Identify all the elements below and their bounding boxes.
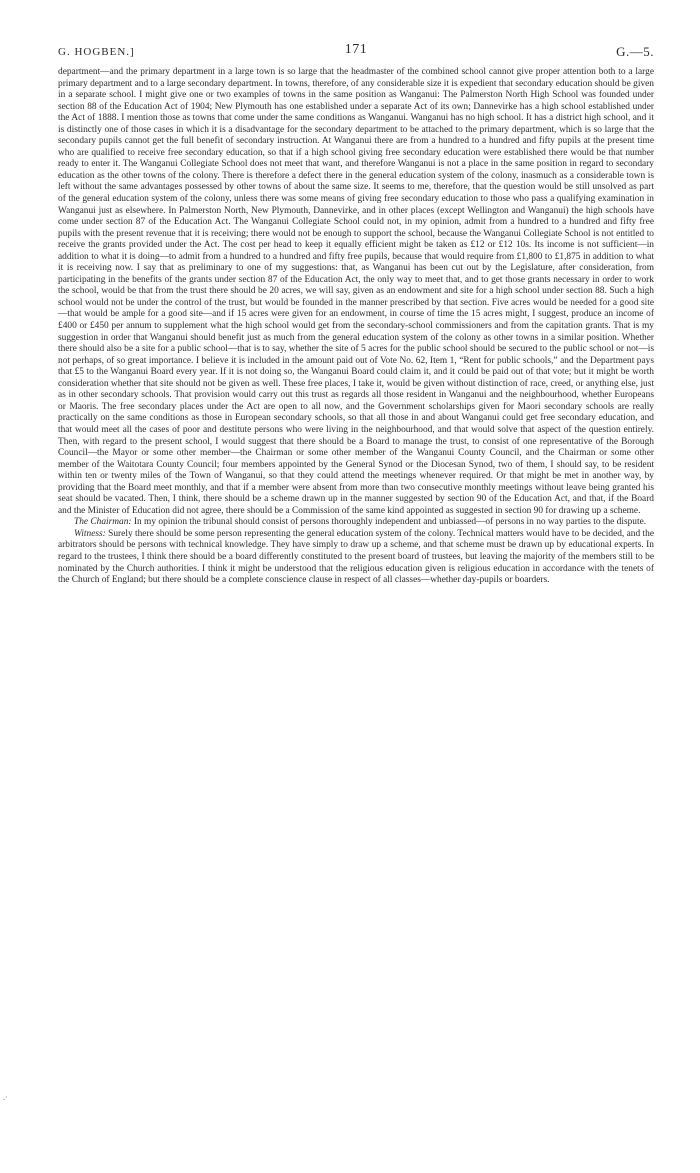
paragraph-chairman (58, 517, 654, 529)
document-page (58, 42, 654, 587)
paragraph-text: Surely there should be some person representing the general education system of the colony. Technical matters would have to be decided, and the arbitrators should be persons with technical knowledge. They have simply to draw up a scheme, and that scheme must be drawn up by educational experts. In regard to the trustees, I think there should be a board differently constituted to the present board of trustees, but leaving the majority of the members still to be nominated by the Church authorities. I think it might be understood that the religious education given is religious education in accordance with the tenets of the Church of England; but there should be a complete conscience clause in respect of all classes—whether day-pupils or boarders. (58, 528, 655, 586)
speaker-label: Witness: (74, 528, 106, 539)
document-reference: G.—5. (616, 44, 654, 59)
page-number: 171 (344, 42, 368, 57)
page-header (58, 42, 654, 64)
scan-speck: .· (3, 1093, 8, 1102)
paragraph-testimony (58, 67, 654, 517)
document-body (58, 67, 654, 587)
paragraph-witness (58, 529, 654, 587)
speaker-label: The Chairman: (74, 517, 132, 528)
header-author: G. HOGBEN.] (58, 46, 135, 58)
paragraph-text: department—and the primary department in a large town is so large that the headmaster of the combined school cannot give proper attention both to a large primary department and to a large secondary department. In towns, therefore, of any considerable size it is expedient that secondary education should be given in a separate school. I might give one or two examples of towns in the same position as Wanganui: The Palmerston North High School was founded under section 88 of the Education Act of 1904; New Plymouth has one established under a separate Act of its own; Dannevirke has a high school established under the Act of 1888. I mention those as towns that come under the same conditions as Wanganui. Wanganui has no high school. It has a district high school, and it is distinctly one of those cases in which it is a disadvantage for the secondary department to be attached to the primary department, which is so large that the secondary pupils cannot get the full benefit of secondary instruction. At Wanganui there are from a hundred to a hundred and fifty pupils at the present time who are qualified to receive free secondary education, so that if a high school giving free secondary education were established there would be that number ready to enter it. The Wanganui Collegiate School does not meet that want, and therefore Wanganui is not a place in the same position in regard to secondary education as the other towns of the colony. There is therefore a defect there in the general education system of the colony, inasmuch as a considerable town is left without the same advantages possessed by other towns of about the same size. It seems to me, therefore, that the question would be still unsolved as part of the general education system of the colony, unless there was some means of giving free secondary education to those who pass a qualifying examination in Wanganui just as elsewhere. In Palmerston North, New Plymouth, Dannevirke, and in other places (except Wellington and Wanganui) the high schools have come under section 87 of the Education Act. The Wanganui Collegiate School could not, in my opinion, admit from a hundred to a hundred and fifty free pupils with the present revenue that it is receiving; there would not be enough to support the school, because the Wanganui Collegiate School is not entitled to receive the grants provided under the Act. The cost per head to keep it equally efficient might be taken as £12 or £12 10s. Its income is not sufficient—in addition to what it is doing—to admit from a hundred to a hundred and fifty free pupils, because that would require from £1,800 to £1,875 in addition to what it is receiving now. I say that as preliminary to one of my suggestions: that, as Wanganui has been cut out by the Legislature, after consideration, from participating in the benefits of the grants under section 87 of the Education Act, the only way to meet that, and to get those grants necessary in order to work the school, would be that from the trust there should be 20 acres, we will say, given as an endowment and site for a high school under section 88. Such a high school would not be under the control of the trust, but would be founded in the manner prescribed by that section. Five acres would be needed for a good site—that would be ample for a good site—and if 15 acres were given for an endowment, in course of time the 15 acres might, I suggest, produce an income of £400 or £450 per annum to supplement what the high school would get from the secondary-school commissioners and from the capitation grants. That is my suggestion in order that Wanganui should benefit just as much from the general education system of the colony as other towns in a similar position. Whether there should also be a site for a public school—that is to say, whether the site of 5 acres for the public school should be secured to the public school or not—is not perhaps, of so great importance. I believe it is included in the amount paid out of Vote No. 62, Item 1, “Rent for public schools,” and the Department pays that £5 to the Wanganui Board every year. If it is not doing so, the Wanganui Board could claim it, and it could be paid out of that vote; but it might be worth consideration whether that site should not be given as well. These free places, I take it, would be given without distinction of race, creed, or anything else, just as in other secondary schools. That provision would carry out this trust as regards all those resident in Wanganui and the neighbourhood, whether Europeans or Maoris. The free secondary places under the Act are open to all now, and the Government scholarships given for Maori secondary schools are really practically on the same conditions as those in European secondary schools, so that all those in and about Wanganui could get free secondary education, and that would meet all the cases of poor and destitute persons who were living in the neighbourhood, and that would solve that aspect of the question entirely. Then, with regard to the present school, I would suggest that there should be a Board to manage the trust, to consist of one representative of the Borough Council—the Mayor or some other member—the Chairman or some other member of the Wanganui County Council, and the Chairman or some other member of the Waitotara County Council; four members appointed by the General Synod or the Diocesan Synod, two of them, I should say, to be resident within ten or twenty miles of the Town of Wanganui, so that they could attend the meetings whenever required. Or that might be met in another way, by providing that the Board meet monthly, and that if a member were absent from more than two consecutive monthly meetings without leave being granted his seat should be vacated. Then, I think, there should be a scheme drawn up in the manner suggested by section 90 of the Education Act, and that, if the Board and the Minister of Education did not agree, there should be a Commission of the same kind appointed as suggested in section 90 for drawing up a scheme. (58, 67, 654, 516)
paragraph-text: In my opinion the tribunal should consist of persons thoroughly independent and unbiassed—of persons in no way parties to the dispute. (133, 517, 647, 528)
